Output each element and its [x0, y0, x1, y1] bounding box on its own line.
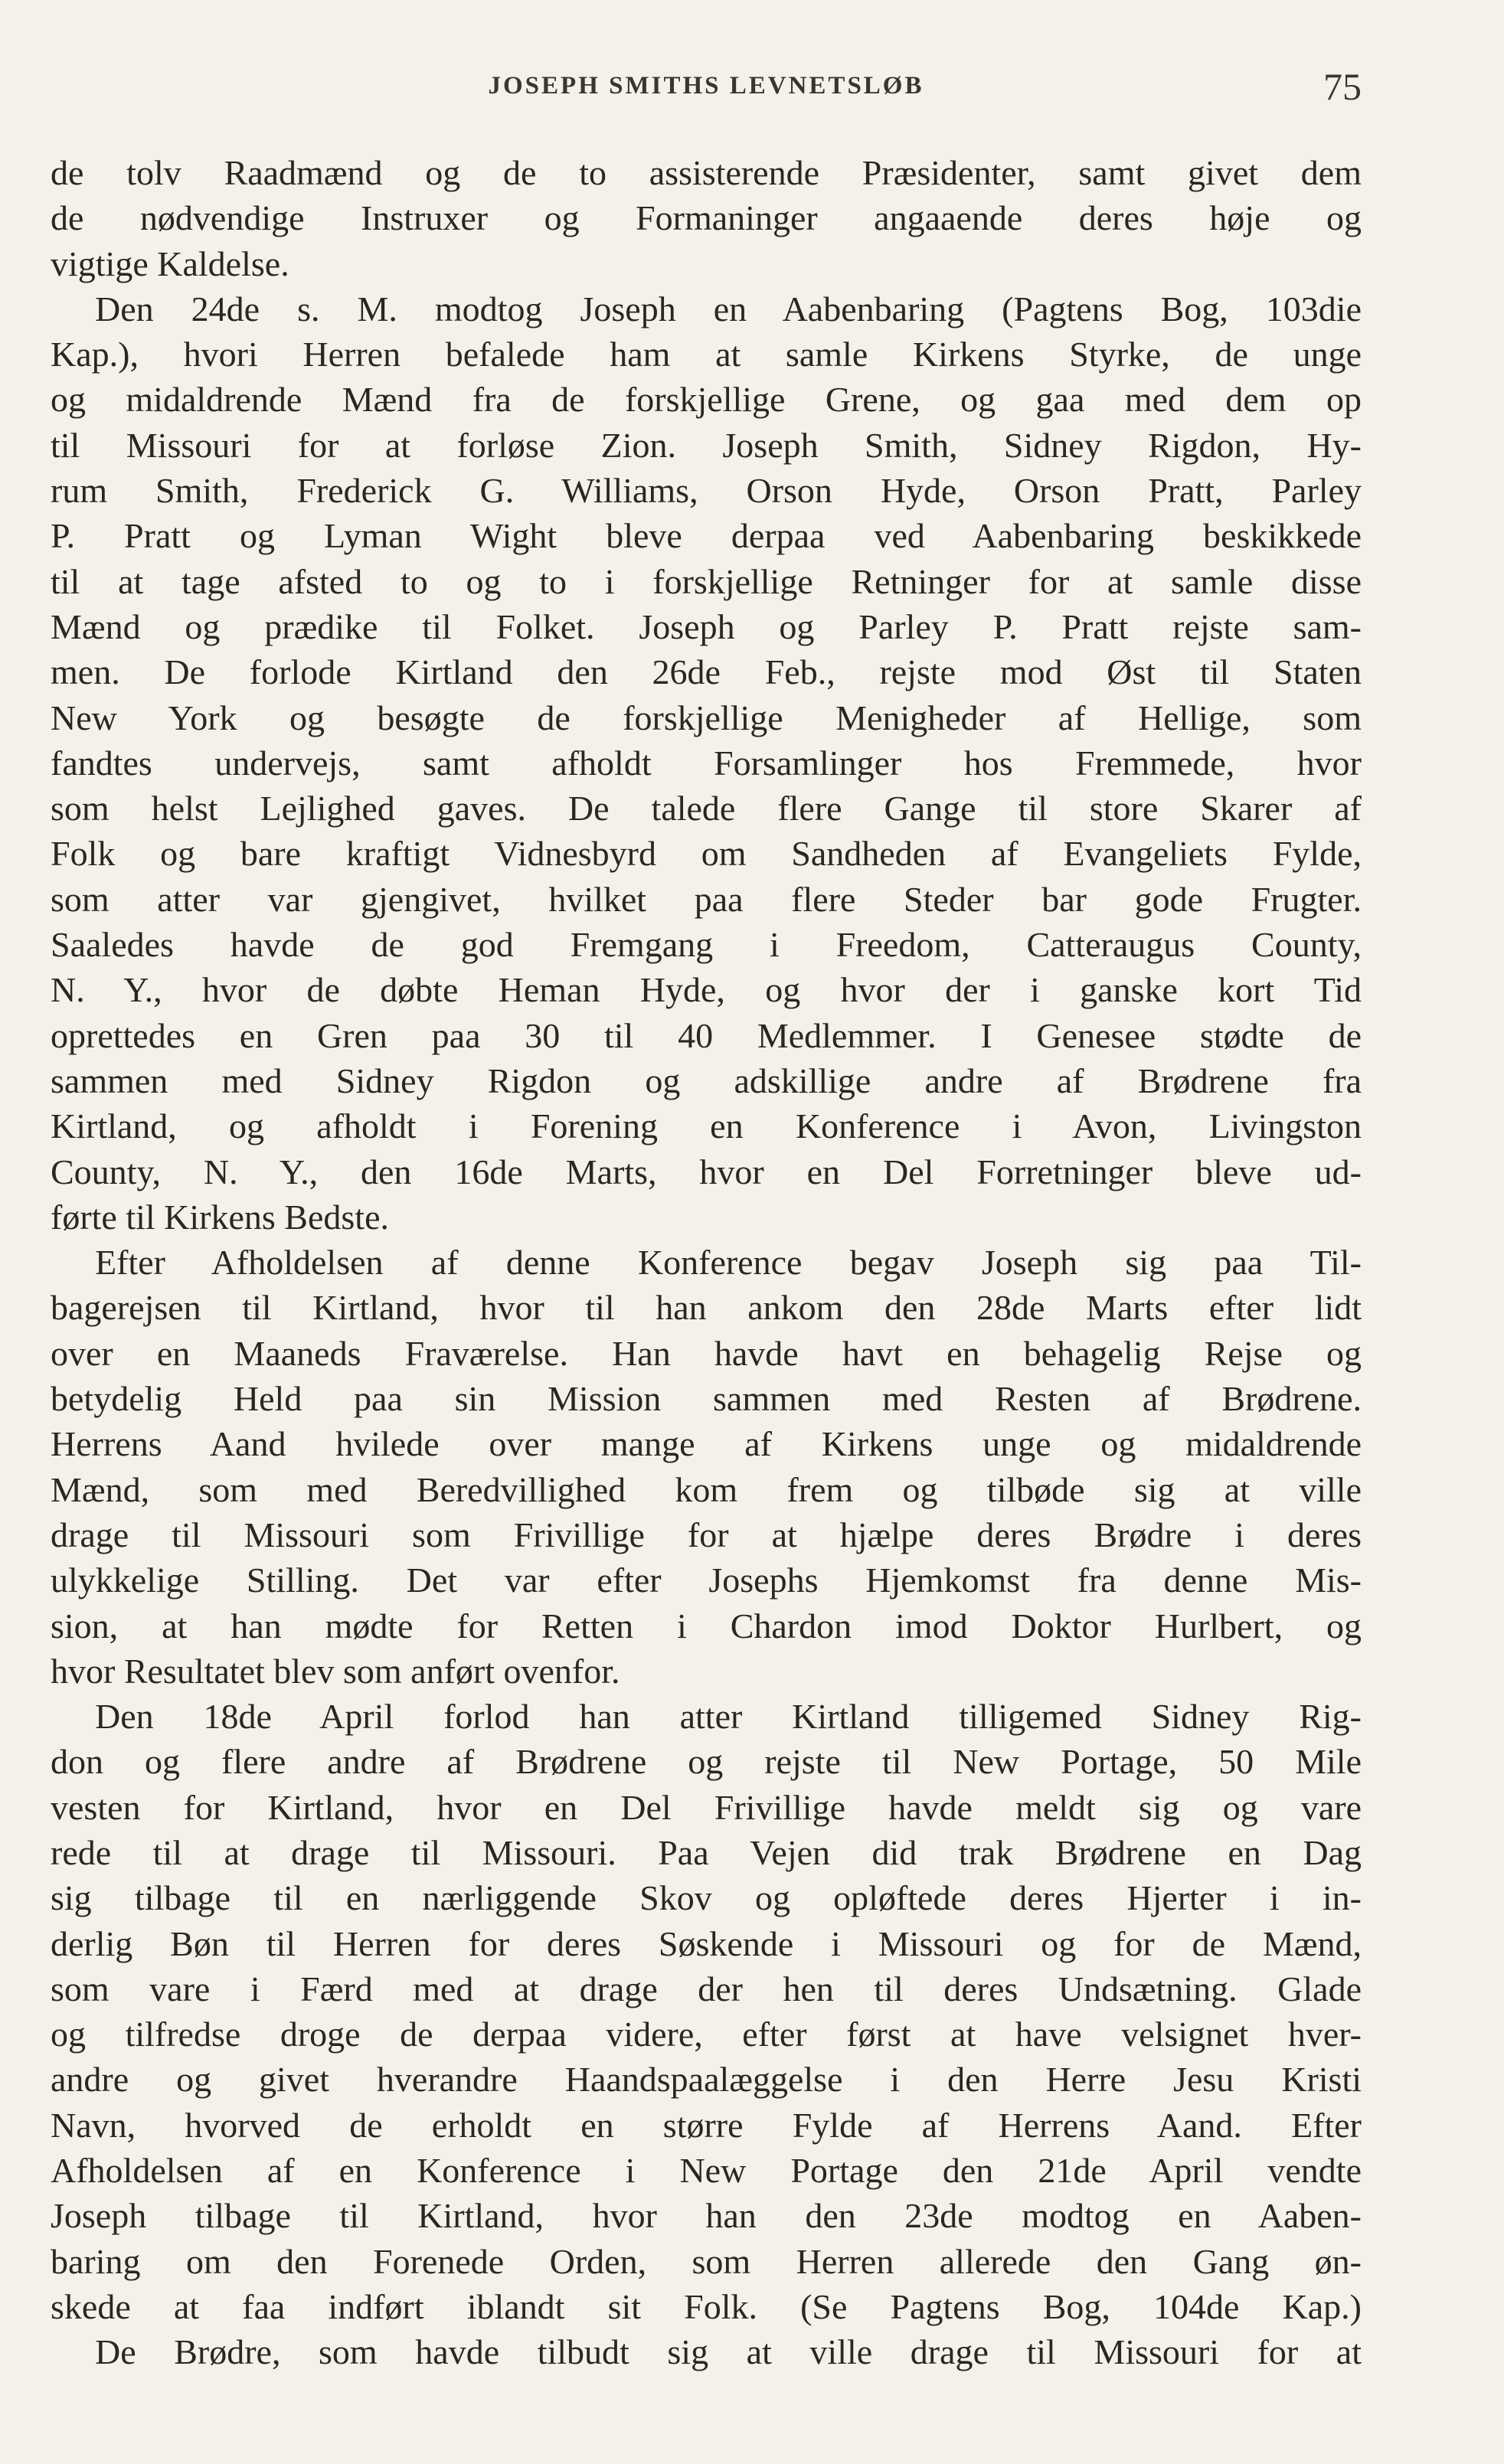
- text-line: sammen med Sidney Rigdon og adskillige andre af Brødrene fra: [51, 1060, 1362, 1100]
- text-line: Kirtland, og afholdt i Forening en Konference i Avon, Livingston: [51, 1106, 1362, 1146]
- text-line: drage til Missouri som Frivillige for at hjælpe deres Brødre i deres: [51, 1515, 1362, 1554]
- text-line: betydelig Held paa sin Mission sammen med Resten af Brødrene.: [51, 1379, 1362, 1419]
- text-line: Saaledes havde de god Fremgang i Freedom, Catteraugus County,: [51, 925, 1362, 965]
- text-line: sion, at han mødte for Retten i Chardon imod Doktor Hurlbert, og: [51, 1606, 1362, 1645]
- text-line: County, N. Y., den 16de Marts, hvor en Del Forretninger bleve ud-: [51, 1152, 1362, 1191]
- text-line: Mænd, som med Beredvillighed kom frem og tilbøde sig at ville: [51, 1469, 1362, 1509]
- text-line: ulykkelige Stilling. Det var efter Josephs Hjemkomst fra denne Mis-: [51, 1560, 1362, 1600]
- text-line: og midaldrende Mænd fra de forskjellige Grene, og gaa med dem op: [51, 380, 1362, 420]
- text-line: som helst Lejlighed gaves. De talede flere Gange til store Skarer af: [51, 789, 1362, 828]
- text-line: Den 24de s. M. modtog Joseph en Aabenbaring (Pagtens Bog, 103die: [95, 289, 1362, 328]
- text-line: bagerejsen til Kirtland, hvor til han ankom den 28de Marts efter lidt: [51, 1288, 1362, 1328]
- text-line: Joseph tilbage til Kirtland, hvor han den 23de modtog en Aaben-: [51, 2196, 1362, 2236]
- text-line: vesten for Kirtland, hvor en Del Frivillige havde meldt sig og vare: [51, 1787, 1362, 1827]
- text-line: Mænd og prædike til Folket. Joseph og Parley P. Pratt rejste sam-: [51, 606, 1362, 646]
- text-line: oprettedes en Gren paa 30 til 40 Medlemmer. I Genesee stødte de: [51, 1015, 1362, 1055]
- body-text: [51, 150, 1362, 2375]
- text-line: P. Pratt og Lyman Wight bleve derpaa ved Aabenbaring beskikkede: [51, 516, 1362, 556]
- text-line: hvor Resultatet blev som anført ovenfor.: [51, 1651, 620, 1691]
- text-line: Folk og bare kraftigt Vidnesbyrd om Sandheden af Evangeliets Fylde,: [51, 834, 1362, 874]
- text-line: rede til at drage til Missouri. Paa Vejen did trak Brødrene en Dag: [51, 1832, 1362, 1872]
- text-line: andre og givet hverandre Haandspaalæggelse i den Herre Jesu Kristi: [51, 2060, 1362, 2100]
- text-line: men. De forlode Kirtland den 26de Feb., rejste mod Øst til Staten: [51, 652, 1362, 692]
- text-line: N. Y., hvor de døbte Heman Hyde, og hvor der i ganske kort Tid: [51, 970, 1362, 1010]
- text-line: Kap.), hvori Herren befalede ham at samle Kirkens Styrke, de unge: [51, 335, 1362, 374]
- text-line: de nødvendige Instruxer og Formaninger angaaende deres høje og: [51, 198, 1362, 238]
- text-line: vigtige Kaldelse.: [51, 243, 289, 283]
- text-line: til at tage afsted to og to i forskjellige Retninger for at samle disse: [51, 561, 1362, 601]
- text-line: og tilfredse droge de derpaa videre, efter først at have velsignet hver-: [51, 2015, 1362, 2054]
- text-line: Herrens Aand hvilede over mange af Kirkens unge og midaldrende: [51, 1424, 1362, 1464]
- page-number: 75: [1323, 65, 1362, 108]
- text-line: sig tilbage til en nærliggende Skov og opløftede deres Hjerter i in-: [51, 1878, 1362, 1918]
- text-line: over en Maaneds Fraværelse. Han havde havt en behagelig Rejse og: [51, 1333, 1362, 1373]
- text-line: Navn, hvorved de erholdt en større Fylde af Herrens Aand. Efter: [51, 2105, 1362, 2145]
- text-line: Efter Afholdelsen af denne Konference begav Joseph sig paa Til-: [95, 1243, 1362, 1283]
- text-line: fandtes undervejs, samt afholdt Forsamlinger hos Fremmede, hvor: [51, 743, 1362, 783]
- text-line: baring om den Forenede Orden, som Herren allerede den Gang øn-: [51, 2241, 1362, 2281]
- text-line: som vare i Færd med at drage der hen til deres Undsætning. Glade: [51, 1969, 1362, 2008]
- text-line: rum Smith, Frederick G. Williams, Orson Hyde, Orson Pratt, Parley: [51, 471, 1362, 511]
- text-line: derlig Bøn til Herren for deres Søskende i Missouri og for de Mænd,: [51, 1923, 1362, 1963]
- text-line: Den 18de April forlod han atter Kirtland tilligemed Sidney Rig-: [95, 1697, 1362, 1737]
- text-line: New York og besøgte de forskjellige Menigheder af Hellige, som: [51, 698, 1362, 737]
- text-line: don og flere andre af Brødrene og rejste til New Portage, 50 Mile: [51, 1742, 1362, 1782]
- text-line: de tolv Raadmænd og de to assisterende Præsidenter, samt givet dem: [51, 153, 1362, 192]
- text-line: Afholdelsen af en Konference i New Portage den 21de April vendte: [51, 2151, 1362, 2191]
- text-line: førte til Kirkens Bedste.: [51, 1197, 390, 1237]
- text-line: skede at faa indført iblandt sit Folk. (Se Pagtens Bog, 104de Kap.): [51, 2286, 1362, 2326]
- text-line: De Brødre, som havde tilbudt sig at ville drage til Missouri for at: [95, 2332, 1362, 2372]
- text-line: til Missouri for at forløse Zion. Joseph Smith, Sidney Rigdon, Hy-: [51, 425, 1362, 465]
- running-title: JOSEPH SMITHS LEVNETSLØB: [488, 72, 924, 100]
- text-line: som atter var gjengivet, hvilket paa flere Steder bar gode Frugter.: [51, 879, 1362, 919]
- page-header: [51, 64, 1362, 110]
